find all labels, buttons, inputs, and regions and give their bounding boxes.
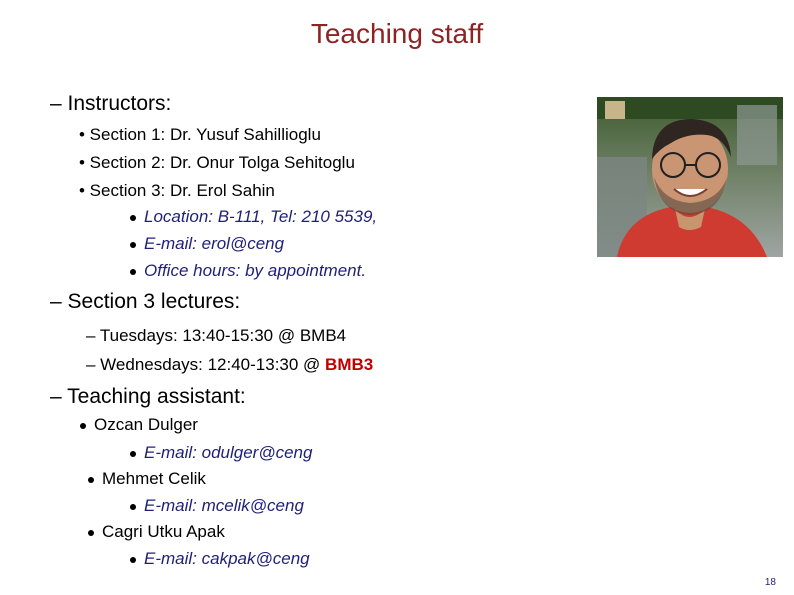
slide-title: Teaching staff: [310, 18, 484, 49]
instructor-location-text: Location: B-111, Tel: 210 5539,: [144, 207, 378, 226]
lecture-wednesday: [86, 355, 373, 375]
assistant-1-name-text: Ozcan Dulger: [94, 415, 198, 434]
bullet-dot: [130, 215, 136, 221]
bullet-dot: [130, 504, 136, 510]
highlight-room: BMB3: [325, 355, 374, 374]
bullet-dot: [88, 477, 94, 483]
section-1-line: • Section 1: Dr. Yusuf Sahillioglu: [79, 125, 321, 144]
assistant-2-name-text: Mehmet Celik: [102, 469, 206, 488]
instructor-location: [130, 207, 377, 227]
instructor-email-text: E-mail: erol@ceng: [144, 234, 285, 253]
section-3-line: • Section 3: Dr. Erol Sahin: [79, 181, 275, 200]
instructor-office-hours: [130, 261, 366, 281]
assistant-3-email-text: E-mail: cakpak@ceng: [144, 549, 310, 568]
instructor-email: [130, 234, 284, 254]
bullet-dot: [88, 530, 94, 536]
bullet-dot: [130, 242, 136, 248]
bullet-dot: [130, 269, 136, 275]
lecture-tuesday: – Tuesdays: 13:40-15:30 @ BMB4: [86, 326, 347, 345]
assistants-heading: – Teaching assistant:: [50, 385, 246, 408]
assistant-2-email-text: E-mail: mcelik@ceng: [144, 496, 304, 515]
instructor-photo: [597, 97, 783, 257]
assistant-3-email: [130, 549, 310, 569]
assistant-1-email: [130, 443, 312, 463]
page-number: 18: [764, 577, 776, 588]
assistant-3-name-text: Cagri Utku Apak: [102, 522, 225, 541]
bullet-dot: [130, 451, 136, 457]
assistant-1-name: [80, 415, 198, 435]
lectures-heading: – Section 3 lectures:: [50, 290, 241, 313]
assistant-2-name: [88, 469, 206, 489]
instructors-heading: – Instructors:: [50, 92, 172, 115]
lecture-wednesday-text: – Wednesdays: 12:40-13:30 @: [86, 355, 326, 374]
bullet-dot: [130, 557, 136, 563]
instructor-office-hours-text: Office hours: by appointment.: [144, 261, 367, 280]
assistant-3-name: [88, 522, 225, 542]
assistant-2-email: [130, 496, 304, 516]
assistant-1-email-text: E-mail: odulger@ceng: [144, 443, 313, 462]
section-2-line: • Section 2: Dr. Onur Tolga Sehitoglu: [79, 153, 355, 172]
bullet-dot: [80, 423, 86, 429]
